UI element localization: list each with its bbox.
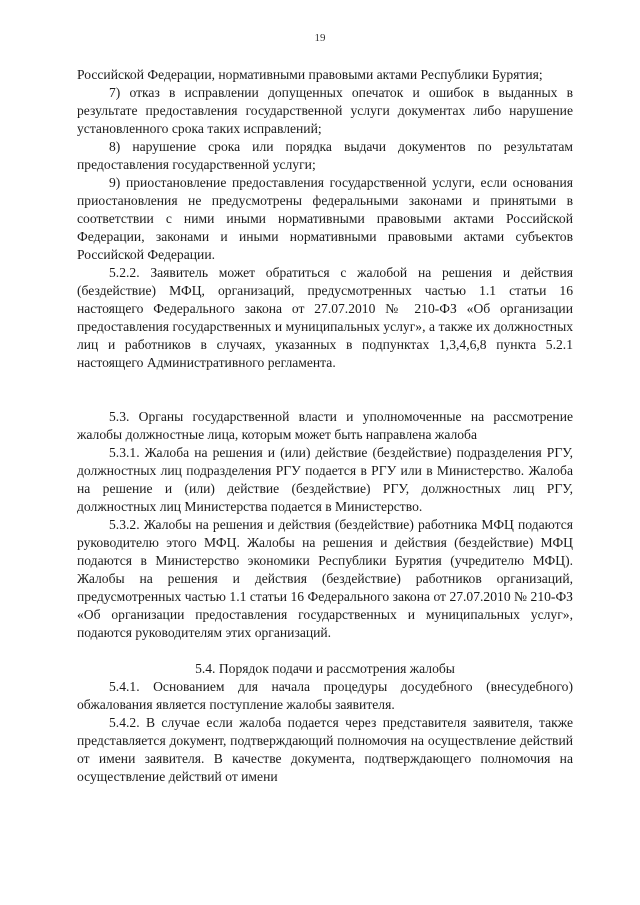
section-spacer <box>77 642 573 660</box>
paragraph-5-2-2: 5.2.2. Заявитель может обратиться с жалобой на решения и действия (бездействие) МФЦ, организаций, предусмотренных частью 1.1 статьи 16 настоящего Федерального закона от 27.07.2010 № 210-ФЗ «Об организации предоставления государственных и муниципальных услуг», а также их должностных лиц и работников в случаях, указанных в подпунктах 1,3,4,6,8 пункта 5.2.1 настоящего Административного регламента. <box>77 265 573 370</box>
section-heading-5-3: 5.3. Органы государственной власти и уполномоченные на рассмотрение жалобы должностные лица, которым может быть направлена жалоба <box>77 409 573 442</box>
paragraph-item-7: 7) отказ в исправлении допущенных опечаток и ошибок в выданных в результате предоставления государственной услуги документах либо нарушение установленного срока таких исправлений; <box>77 85 573 136</box>
document-body <box>77 66 573 786</box>
paragraph-5-3-2: 5.3.2. Жалобы на решения и действия (бездействие) работника МФЦ подаются руководителю этого МФЦ. Жалобы на решения и действия (бездействие) МФЦ подаются в Министерство экономики Республики Бурятия (учредителю МФЦ). Жалобы на решения и действия (бездействие) работников организаций, предусмотренных частью 1.1 статьи 16 Федерального закона от 27.07.2010 № 210-ФЗ «Об организации предоставления государственных и муниципальных услуг», подаются руководителям этих организаций. <box>77 517 573 640</box>
paragraph-item-9: 9) приостановление предоставления государственной услуги, если основания приостановления не предусмотрены федеральными законами и принятыми в соответствии с ними иными нормативными правовыми актами Российской Федерации, законами и иными нормативными правовыми актами субъектов Российской Федерации. <box>77 175 573 262</box>
section-spacer <box>77 372 573 390</box>
paragraph-5-4-2: 5.4.2. В случае если жалоба подается через представителя заявителя, также представляется документ, подтверждающий полномочия на осуществление действий от имени заявителя. В качестве документа, подтверждающего полномочия на осуществление действий от имени <box>77 715 573 784</box>
paragraph-5-3-1: 5.3.1. Жалоба на решения и (или) действие (бездействие) подразделения РГУ, должностных лиц подразделения РГУ подается в РГУ или в Министерство. Жалоба на решение и (или) действие (бездействие) РГУ, должностных лиц РГУ, должностных лиц Министерства подается в Министерство. <box>77 445 573 514</box>
paragraph-5-4-1: 5.4.1. Основанием для начала процедуры досудебного (внесудебного) обжалования является поступление жалобы заявителя. <box>77 679 573 712</box>
section-heading-5-4: 5.4. Порядок подачи и рассмотрения жалобы <box>195 661 455 676</box>
paragraph-continuation: Российской Федерации, нормативными правовыми актами Республики Бурятия; <box>77 67 543 82</box>
paragraph-item-8: 8) нарушение срока или порядка выдачи документов по результатам предоставления государственной услуги; <box>77 139 573 172</box>
page-number: 19 <box>314 32 326 44</box>
section-spacer <box>77 390 573 408</box>
